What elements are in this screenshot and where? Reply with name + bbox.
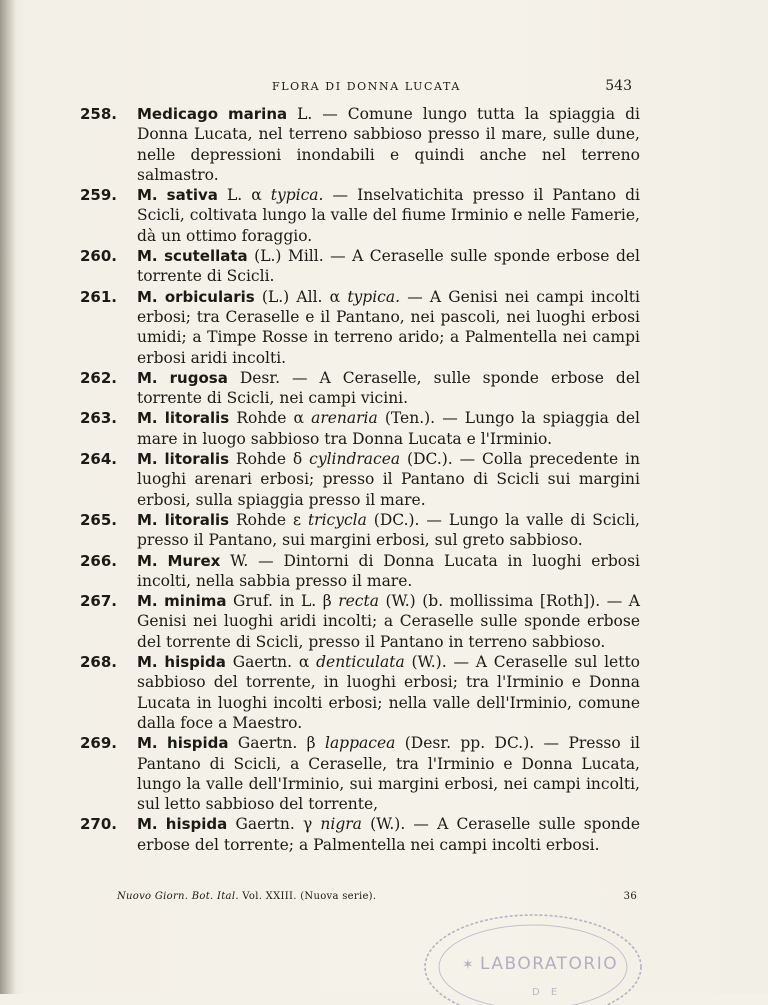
footer-journal: Nuovo Giorn. Bot. Ital.	[117, 891, 239, 902]
authority: L.	[287, 105, 313, 123]
species-name: rugosa	[169, 368, 228, 387]
variety-authority: (Desr. pp. DC.).	[395, 734, 535, 753]
locality-text: — A Genisi nei luoghi aridi incolti; a Ceraselle sulle sponde erbose del torrente di Scicli, presso il Pantano in terreno sabbioso.	[137, 592, 640, 651]
species-name: scutellata	[164, 247, 248, 266]
species-entry	[80, 449, 640, 510]
variety-name: nigra	[320, 815, 362, 834]
species-name: litoralis	[164, 510, 230, 529]
entry-number: 266.	[80, 551, 118, 570]
species-name: orbicularis	[164, 287, 255, 306]
variety-authority: (W.).	[404, 653, 447, 672]
entry-number: 269.	[80, 734, 118, 753]
authority: Gaertn. α	[225, 653, 317, 672]
genus-name: M.	[137, 815, 158, 834]
entry-number: 261.	[80, 287, 118, 306]
genus-name: M.	[137, 592, 158, 611]
locality-text: — Comune lungo tutta la spiaggia di Donna Lucata, nel terreno sabbioso presso il mare, sulle dune, nelle depressioni inondabili e quindi anche nel terreno salmastro.	[137, 105, 640, 184]
variety-name: typica.	[347, 287, 401, 306]
authority: L. α	[217, 186, 271, 205]
page-binding-shadow	[0, 0, 16, 994]
running-head	[272, 80, 632, 100]
genus-name: M.	[137, 368, 158, 387]
locality-text: — Lungo la spiaggia del mare in luogo sabbioso tra Donna Lucata e l'Irminio.	[137, 409, 640, 448]
entry-number: 268.	[80, 653, 118, 672]
species-name: marina	[228, 105, 288, 123]
locality-text: — A Ceraselle sul letto sabbioso del torrente, in luoghi erbosi; tra l'Irminio e Donna Lucata in luoghi incolti erbosi; nella valle dell'Irminio, comune dalla foce a Maestro.	[137, 653, 641, 732]
variety-name: recta	[338, 592, 379, 611]
species-name: Murex	[167, 551, 221, 570]
stamp-text: LABORATORIO	[480, 954, 619, 974]
entry-number: 270.	[80, 815, 118, 834]
species-name: hispida	[165, 815, 228, 834]
footer-volume: Vol. XXIII. (Nuova serie).	[238, 891, 377, 902]
genus-name: M.	[137, 653, 158, 672]
variety-authority: (DC.).	[400, 450, 453, 469]
species-name: hispida	[164, 653, 226, 672]
authority: W.	[220, 551, 249, 570]
species-entry	[80, 185, 640, 246]
star-icon: ✶	[462, 957, 474, 973]
variety-name: lappacea	[324, 734, 396, 753]
species-entry	[80, 246, 640, 287]
footer-signature: 36	[623, 891, 637, 902]
authority: Gaertn. β	[228, 734, 325, 753]
authority: (L.) All. α	[254, 287, 348, 306]
genus-name: M.	[137, 450, 158, 469]
genus-name: M.	[137, 186, 158, 205]
locality-text: — A Ceraselle sulle sponde erbose del torrente di Scicli.	[137, 247, 640, 286]
variety-authority: (W.).	[361, 815, 406, 834]
genus-name: M.	[137, 734, 158, 753]
authority: Gruf. in L. β	[226, 592, 339, 611]
species-name: litoralis	[164, 409, 230, 428]
variety-name: typica.	[270, 186, 324, 205]
running-title: FLORA DI DONNA LUCATA	[272, 80, 461, 93]
library-stamp	[418, 905, 648, 1005]
species-entry	[80, 408, 640, 449]
authority: Gaertn. γ	[227, 815, 321, 834]
species-entry	[80, 287, 640, 368]
species-name: litoralis	[164, 450, 230, 469]
genus-name: Medicago	[137, 105, 219, 123]
variety-name: arenaria	[311, 409, 378, 428]
locality-text: — Colla precedente in luoghi arenari erbosi; presso il Pantano di Scicli sui margini erbosi, sulla spiaggia presso il mare.	[137, 450, 640, 509]
locality-text: — Inselvatichita presso il Pantano di Scicli, coltivata lungo la valle del fiume Irminio e nelle Famerie, dà un ottimo foraggio.	[137, 186, 640, 245]
locality-text: — A Ceraselle, sulle sponde erbose del torrente di Scicli, nei campi vicini.	[137, 368, 640, 408]
species-entry	[80, 591, 640, 652]
locality-text: — A Genisi nei campi incolti erbosi; tra Ceraselle e il Pantano, nei pascoli, nei luoghi erbosi umidi; a Timpe Rosse in terreno arido; a Palmentella nei campi erbosi aridi incolti.	[137, 287, 640, 367]
authority: (L.) Mill.	[247, 247, 324, 266]
entry-number: 262.	[80, 368, 118, 387]
stamp-graphic	[418, 905, 648, 1005]
locality-text: — Presso il Pantano di Scicli, a Ceraselle, tra l'Irminio e Donna Lucata, lungo la valle dell'Irminio, sui margini erbosi, nei campi incolti, sul letto sabbioso del torrente,	[137, 734, 640, 814]
entry-number: 260.	[80, 247, 118, 266]
variety-authority: (Ten.).	[377, 409, 436, 428]
authority: Rohde α	[229, 409, 312, 428]
variety-name: tricycla	[307, 510, 367, 529]
variety-name: cylindracea	[309, 450, 401, 469]
page-number: 543	[605, 78, 632, 94]
entry-number: 259.	[80, 186, 118, 205]
entry-number: 267.	[80, 592, 118, 611]
variety-name: denticulata	[316, 653, 405, 672]
stamp-letters: D E	[532, 987, 562, 998]
variety-authority: (W.) (b. mollissima [Roth]).	[378, 592, 601, 611]
species-entry	[80, 368, 640, 409]
authority: Rohde δ	[229, 450, 310, 469]
genus-name: M.	[137, 287, 158, 306]
species-entry	[80, 652, 640, 733]
locality-text: — Lungo la valle di Scicli, presso il Pantano, sui margini erbosi, sul greto sabbioso.	[137, 510, 640, 550]
species-name: minima	[164, 592, 227, 611]
variety-authority: (DC.).	[366, 510, 420, 529]
entry-number: 258.	[80, 105, 118, 123]
species-entry	[80, 733, 640, 814]
species-name: hispida	[167, 734, 229, 753]
entry-number: 263.	[80, 409, 118, 428]
entry-number: 264.	[80, 450, 118, 469]
species-name: sativa	[166, 186, 218, 205]
species-list	[80, 104, 640, 855]
locality-text: — Dintorni di Donna Lucata in luoghi erbosi incolti, nella sabbia presso il mare.	[137, 551, 640, 590]
genus-name: M.	[137, 551, 158, 570]
genus-name: M.	[137, 409, 158, 428]
species-entry	[80, 814, 640, 855]
authority: Desr.	[227, 368, 281, 387]
authority: Rohde ε	[229, 510, 308, 529]
species-entry	[80, 551, 640, 592]
entry-number: 265.	[80, 510, 118, 529]
genus-name: M.	[137, 247, 158, 266]
species-entry	[80, 510, 640, 551]
genus-name: M.	[137, 510, 158, 529]
species-entry	[80, 104, 640, 185]
locality-text: — A Ceraselle sulle sponde erbose del torrente; a Palmentella nei campi incolti erbosi.	[137, 815, 640, 854]
